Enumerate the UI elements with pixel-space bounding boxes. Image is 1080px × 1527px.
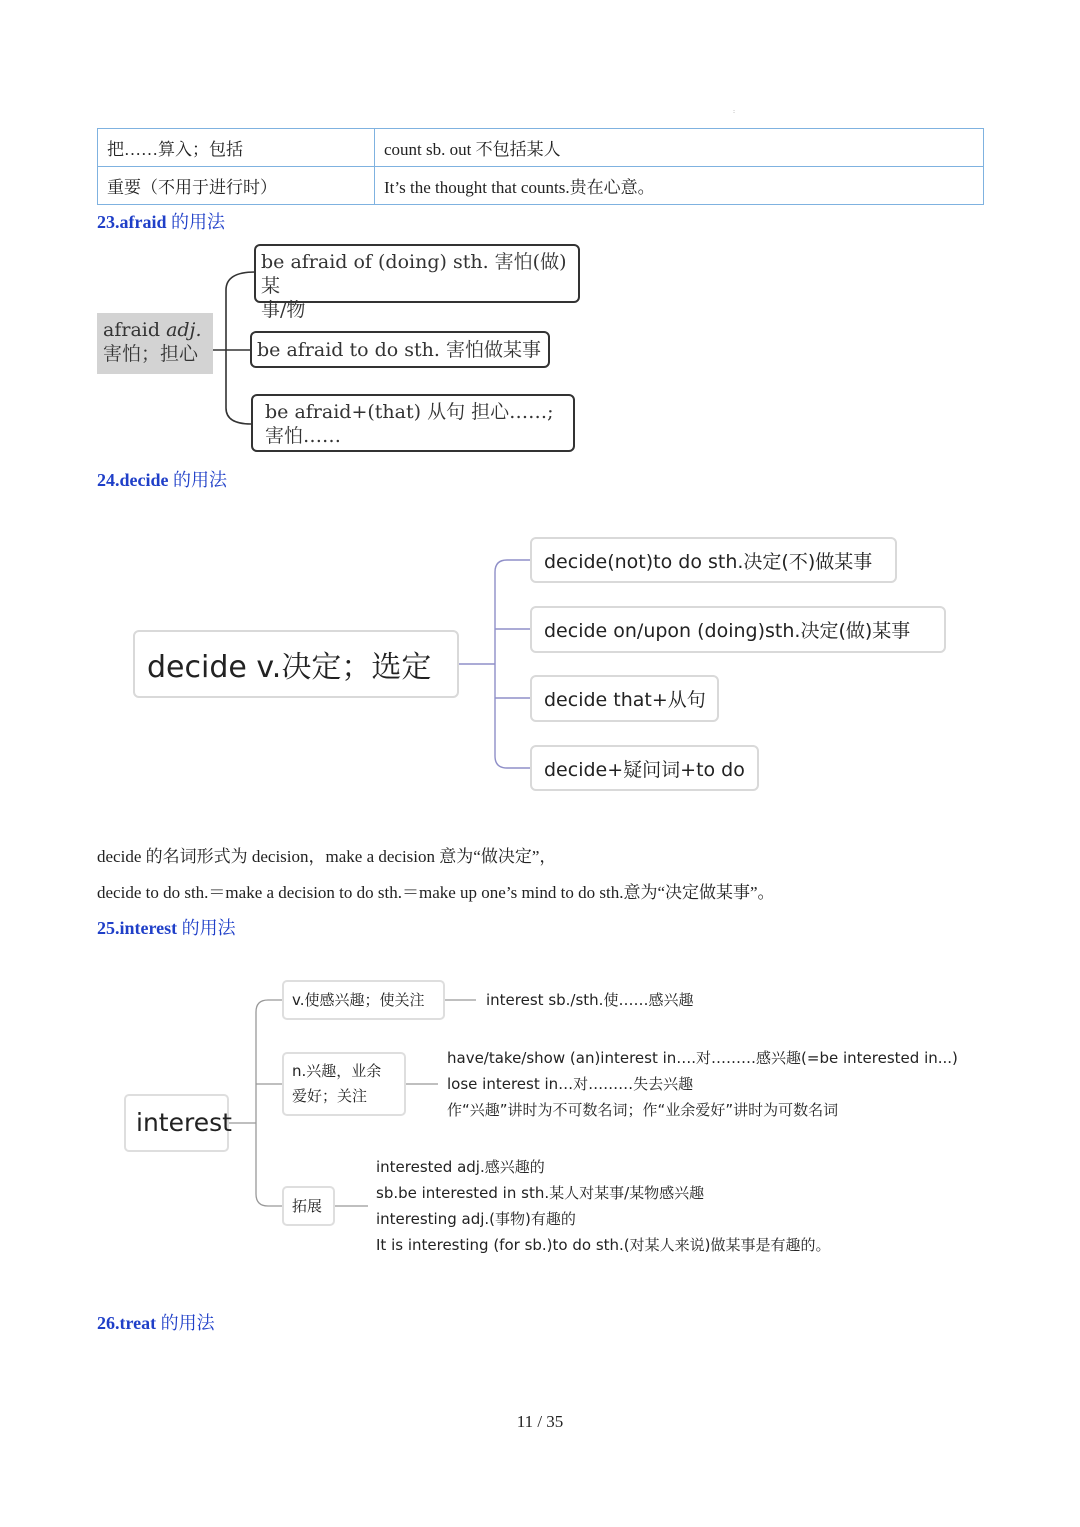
interest-root-node	[124, 1094, 232, 1152]
root-word: afraid	[103, 319, 161, 341]
root-label: decide v.决定；选定	[147, 650, 432, 685]
note-line: interesting adj.(事物)有趣的	[376, 1210, 576, 1228]
branch-line: 事/物	[261, 299, 306, 321]
note-line: 作“兴趣”讲时为不可数名词；作“业余爱好”讲时为可数名词	[447, 1101, 839, 1119]
branch-label: decide+疑问词+to do	[544, 758, 745, 781]
interest-noun-node	[282, 1052, 406, 1116]
branch-label: decide on/upon (doing)sth.决定(做)某事	[544, 620, 911, 642]
decide-note-1: decide 的名词形式为 decision，make a decision 意为“做决定”，	[97, 847, 557, 866]
branch-label: decide(not)to do sth.决定(不)做某事	[544, 550, 873, 573]
note-line: lose interest in…对………失去兴趣	[447, 1075, 694, 1093]
node-label: v.使感兴趣；使关注	[292, 991, 425, 1009]
note-line: sb.be interested in sth.某人对某事/某物感兴趣	[376, 1184, 705, 1202]
table-cell-example: It’s the thought that counts.贵在心意。	[375, 167, 984, 205]
heading-number: 24.decide	[97, 470, 169, 490]
node-label-line: n.兴趣，业余	[292, 1062, 382, 1080]
heading-number: 25.interest	[97, 918, 178, 938]
node-label-line: 爱好；关注	[292, 1087, 368, 1105]
heading-suffix: 的用法	[168, 470, 227, 490]
table-cell-meaning: 重要（不用于进行时）	[98, 167, 375, 205]
branch-line: be afraid+(that) 从句 担心……;	[265, 401, 554, 423]
interest-verb-node	[282, 980, 445, 1020]
note-line: It is interesting (for sb.)to do sth.(对某人来说)做某事是有趣的。	[376, 1236, 831, 1254]
heading-suffix: 的用法	[166, 212, 225, 232]
table-cell-meaning: 把……算入；包括	[98, 129, 375, 167]
interest-noun-notes	[447, 1045, 958, 1123]
note-line: have/take/show (an)interest in….对………感兴趣(=be interested in...)	[447, 1049, 958, 1067]
branch-label: decide that+从句	[544, 689, 706, 711]
root-label: interest	[136, 1108, 232, 1137]
scan-mark: :	[733, 108, 736, 115]
heading-number: 26.treat	[97, 1313, 157, 1333]
interest-verb-example: interest sb./sth.使……感兴趣	[486, 991, 694, 1009]
node-label: 拓展	[292, 1197, 323, 1215]
heading-suffix: 的用法	[156, 1313, 215, 1333]
interest-extension-notes	[376, 1154, 831, 1258]
page-number: 11 / 35	[516, 1412, 564, 1431]
note-line: interested adj.感兴趣的	[376, 1158, 545, 1176]
branch-line: be afraid of (doing) sth. 害怕(做)某	[261, 251, 567, 297]
table-cell-example: count sb. out 不包括某人	[375, 129, 984, 167]
section-heading-treat	[97, 1309, 215, 1335]
decide-note-2: decide to do sth.＝make a decision to do sth.＝make up one’s mind to do sth.意为“决定做某事”。	[97, 883, 775, 902]
heading-number: 23.afraid	[97, 212, 167, 232]
heading-suffix: 的用法	[177, 918, 236, 938]
root-pos: adj.	[166, 319, 202, 341]
root-meaning: 害怕；担心	[103, 343, 199, 365]
branch-line: 害怕……	[265, 425, 342, 447]
branch-line: be afraid to do sth. 害怕做某事	[257, 339, 541, 361]
interest-extension-node	[282, 1186, 335, 1226]
